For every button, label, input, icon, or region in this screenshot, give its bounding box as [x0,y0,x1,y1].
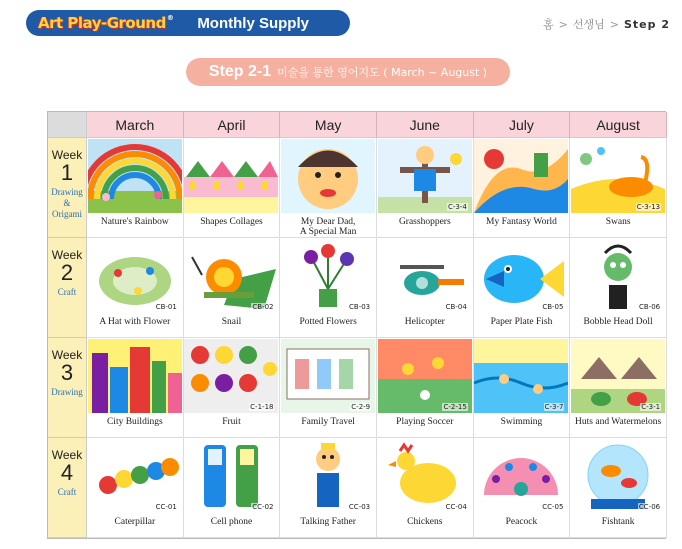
artwork-caption: Caterpillar [114,517,156,527]
artwork-caption: Fruit [222,417,241,427]
artwork-cell[interactable] [280,138,377,238]
artwork-code: C-2-9 [351,403,371,411]
month-header-june: June [377,112,474,138]
fish-artwork-image[interactable] [474,239,568,313]
artwork-cell[interactable] [87,238,184,338]
week-number: 3 [60,360,74,385]
week-number: 4 [60,460,74,485]
artwork-code: C-3-7 [544,403,564,411]
soccer-artwork-image[interactable] [378,339,472,413]
artwork-code: CC-05 [542,503,564,511]
week-activity-type: Drawing [51,387,83,397]
artwork-caption: Talking Father [300,517,356,527]
artwork-cell[interactable] [474,438,571,538]
artwork-cell[interactable] [280,238,377,338]
artwork-caption: Huts and Watermelons [575,417,662,427]
artwork-cell[interactable] [474,238,571,338]
artwork-code: CB-06 [638,303,661,311]
week-word: Week [51,448,83,462]
caterpillar-artwork-image[interactable] [88,439,182,513]
artwork-code: CB-01 [155,303,177,311]
artwork-caption: Bobble Head Doll [583,317,653,327]
artwork-caption: Helicopter [404,317,445,327]
header-banner [26,10,350,36]
week-number: 2 [60,260,74,285]
artwork-caption: Chickens [407,517,443,527]
artwork-cell[interactable] [570,438,667,538]
week-4-label [48,438,87,538]
artwork-caption: Potted Flowers [299,317,357,327]
logo-registered-mark: ® [166,14,174,22]
artwork-cell[interactable] [570,338,667,438]
chicken-artwork-image[interactable] [378,439,472,513]
artwork-code: CC-04 [445,503,467,511]
swim-artwork-image[interactable] [474,339,568,413]
doll-artwork-image[interactable] [571,239,665,313]
month-header-july: July [474,112,571,138]
breadcrumb-teacher[interactable]: 선생님 [572,18,605,31]
week-activity-type: Craft [57,287,77,297]
artwork-caption: Swans [605,217,631,227]
artwork-code: CB-03 [349,303,371,311]
month-header-april: April [184,112,281,138]
artwork-code: C-2-15 [443,403,467,411]
artwork-code: CB-02 [252,303,274,311]
artwork-cell[interactable] [570,238,667,338]
step-subtitle: 미술을 통한 영어지도 ( March ~ August ) [277,66,488,79]
artwork-cell[interactable] [377,338,474,438]
step-label: Step 2-1 [208,63,272,80]
father-artwork-image[interactable] [281,439,375,513]
hat-artwork-image[interactable] [88,239,182,313]
artwork-code: CC-03 [348,503,371,511]
fishtank-artwork-image[interactable] [571,439,665,513]
week-2-label [48,238,87,338]
month-header-may: May [280,112,377,138]
week-word: Week [51,248,83,262]
face-artwork-image[interactable] [281,139,375,213]
artwork-cell[interactable] [184,438,281,538]
breadcrumb-current: Step 2 [624,17,670,31]
snail-artwork-image[interactable] [184,239,278,313]
step-banner [186,58,510,86]
week-activity-type: Craft [57,487,77,497]
artwork-cell[interactable] [184,338,281,438]
artwork-code: C-3-1 [641,403,661,411]
fantasy-artwork-image[interactable] [474,139,568,213]
table-corner [48,112,87,138]
artwork-cell[interactable] [87,138,184,238]
artwork-code: CC-01 [155,503,177,511]
artwork-caption: Paper Plate Fish [490,317,553,327]
week-3-label [48,338,87,438]
artwork-caption: Snail [221,317,242,327]
week-word: Week [51,148,83,162]
artwork-caption: Fishtank [601,517,635,527]
artwork-cell[interactable] [377,238,474,338]
houses-artwork-image[interactable] [184,139,278,213]
artwork-code: C-3-4 [447,203,467,211]
week-1-label [48,138,87,238]
artwork-caption: A Hat with Flower [99,317,171,327]
week-word: Week [51,348,83,362]
artwork-cell[interactable] [87,338,184,438]
artwork-caption: City Buildings [106,417,163,427]
artwork-cell[interactable] [280,438,377,538]
page-section-title: Monthly Supply [197,14,309,32]
artwork-code: CB-05 [542,303,564,311]
week-activity-type: Drawing & Origami [51,187,83,219]
art-playground-logo[interactable] [38,14,173,32]
artwork-caption: Shapes Collages [200,217,263,227]
artwork-cell[interactable] [280,338,377,438]
artwork-cell[interactable] [87,438,184,538]
artwork-cell[interactable] [474,138,571,238]
artwork-caption: Cell phone [210,517,253,527]
artwork-caption: Family Travel [301,417,355,427]
month-header-march: March [87,112,184,138]
artwork-caption: Grasshoppers [398,217,451,227]
flowers-artwork-image[interactable] [281,239,375,313]
fruit-artwork-image[interactable] [184,339,278,413]
artwork-code: CC-02 [252,503,274,511]
artwork-caption: Nature's Rainbow [100,217,169,227]
artwork-caption: Playing Soccer [396,417,454,427]
swans-artwork-image[interactable] [571,139,665,213]
artwork-caption: Swimming [500,417,543,427]
helicopter-artwork-image[interactable] [378,239,472,313]
month-header-august: August [570,112,667,138]
artwork-caption: My Dear Dad, A Special Man [299,217,357,237]
artwork-cell[interactable] [184,138,281,238]
scarecrow-artwork-image[interactable] [378,139,472,213]
artwork-cell[interactable] [184,238,281,338]
artwork-cell[interactable] [474,338,571,438]
breadcrumb-separator: > [558,17,568,31]
rainbow-artwork-image[interactable] [88,139,182,213]
artwork-cell[interactable] [377,438,474,538]
breadcrumb-separator: > [609,17,619,31]
week-number: 1 [60,160,74,185]
artwork-code: CC-06 [638,503,661,511]
phone-artwork-image[interactable] [184,439,278,513]
huts-artwork-image[interactable] [571,339,665,413]
artwork-cell[interactable] [377,138,474,238]
breadcrumb-home[interactable]: 홈 [543,18,554,31]
logo-text: Art Play-Ground [38,14,166,32]
peacock-artwork-image[interactable] [474,439,568,513]
artwork-code: C-3-13 [636,203,661,211]
artwork-cell[interactable] [570,138,667,238]
curriculum-table [47,111,666,539]
city-artwork-image[interactable] [88,339,182,413]
travel-artwork-image[interactable] [281,339,375,413]
artwork-caption: My Fantasy World [486,217,557,227]
artwork-caption: Peacock [505,517,538,527]
artwork-code: CB-04 [445,303,467,311]
artwork-code: C-1-18 [250,403,274,411]
breadcrumb [543,16,670,32]
